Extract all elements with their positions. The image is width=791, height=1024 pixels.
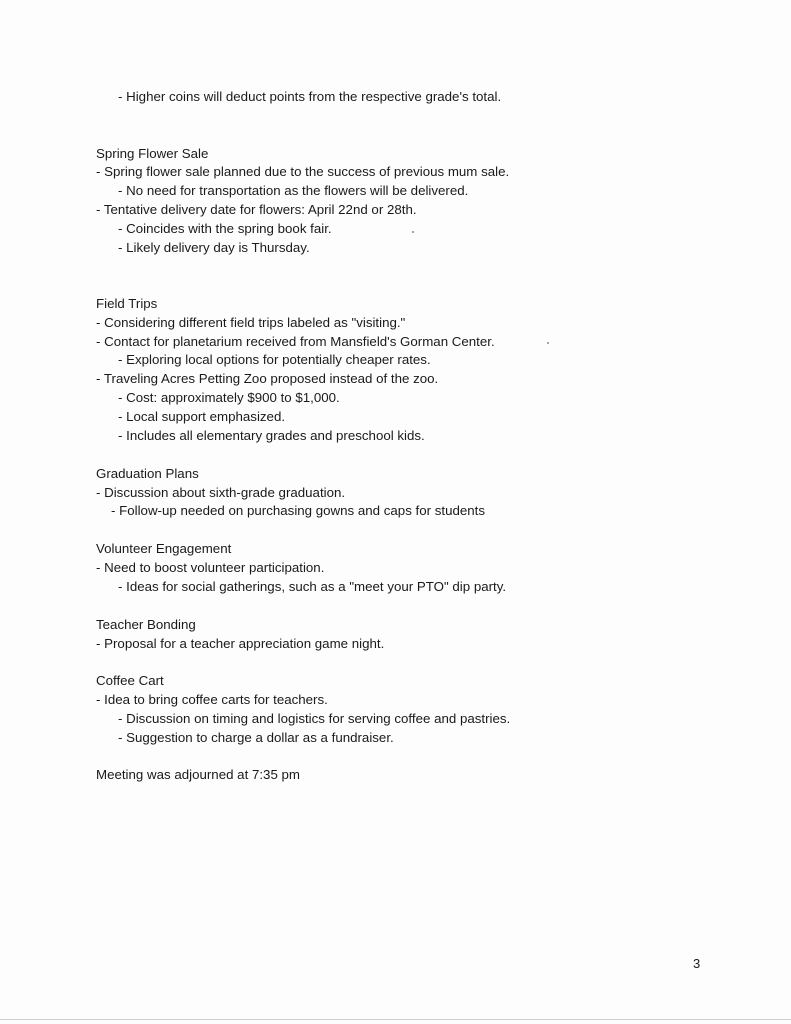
list-item: - Ideas for social gatherings, such as a "meet your PTO" dip party.	[118, 579, 507, 594]
closing-statement: Meeting was adjourned at 7:35 pm	[96, 767, 301, 782]
list-item: - Considering different field trips labeled as "visiting."	[96, 315, 406, 330]
scan-bottom-edge	[0, 1019, 791, 1020]
list-item: - Suggestion to charge a dollar as a fundraiser.	[118, 730, 394, 745]
page-number: 3	[693, 956, 701, 971]
section-heading-coffee-cart: Coffee Cart	[96, 673, 164, 688]
list-item: - Spring flower sale planned due to the success of previous mum sale.	[96, 164, 510, 179]
list-item: - Need to boost volunteer participation.	[96, 560, 325, 575]
list-item: - Tentative delivery date for flowers: April 22nd or 28th.	[96, 202, 417, 217]
list-item: - Follow-up needed on purchasing gowns and caps for students	[111, 503, 486, 518]
scan-speck	[412, 231, 414, 233]
list-item: - Coincides with the spring book fair.	[118, 221, 332, 236]
section-heading-spring-flower-sale: Spring Flower Sale	[96, 146, 209, 161]
section-heading-field-trips: Field Trips	[96, 296, 158, 311]
list-item: - Discussion on timing and logistics for serving coffee and pastries.	[118, 711, 511, 726]
scan-speck	[547, 342, 549, 344]
section-heading-teacher-bonding: Teacher Bonding	[96, 617, 196, 632]
list-item: - Idea to bring coffee carts for teachers.	[96, 692, 328, 707]
list-item: - Proposal for a teacher appreciation game night.	[96, 636, 385, 651]
list-item: - Discussion about sixth-grade graduation.	[96, 485, 346, 500]
intro-bullet: - Higher coins will deduct points from the respective grade's total.	[118, 89, 502, 104]
list-item: - Likely delivery day is Thursday.	[118, 240, 310, 255]
section-heading-volunteer-engagement: Volunteer Engagement	[96, 541, 232, 556]
list-item: - Traveling Acres Petting Zoo proposed instead of the zoo.	[96, 371, 439, 386]
section-heading-graduation-plans: Graduation Plans	[96, 466, 199, 481]
list-item: - Exploring local options for potentially cheaper rates.	[118, 352, 431, 367]
list-item: - Contact for planetarium received from Mansfield's Gorman Center.	[96, 334, 495, 349]
list-item: - No need for transportation as the flowers will be delivered.	[118, 183, 469, 198]
list-item: - Includes all elementary grades and preschool kids.	[118, 428, 425, 443]
list-item: - Cost: approximately $900 to $1,000.	[118, 390, 340, 405]
list-item: - Local support emphasized.	[118, 409, 286, 424]
